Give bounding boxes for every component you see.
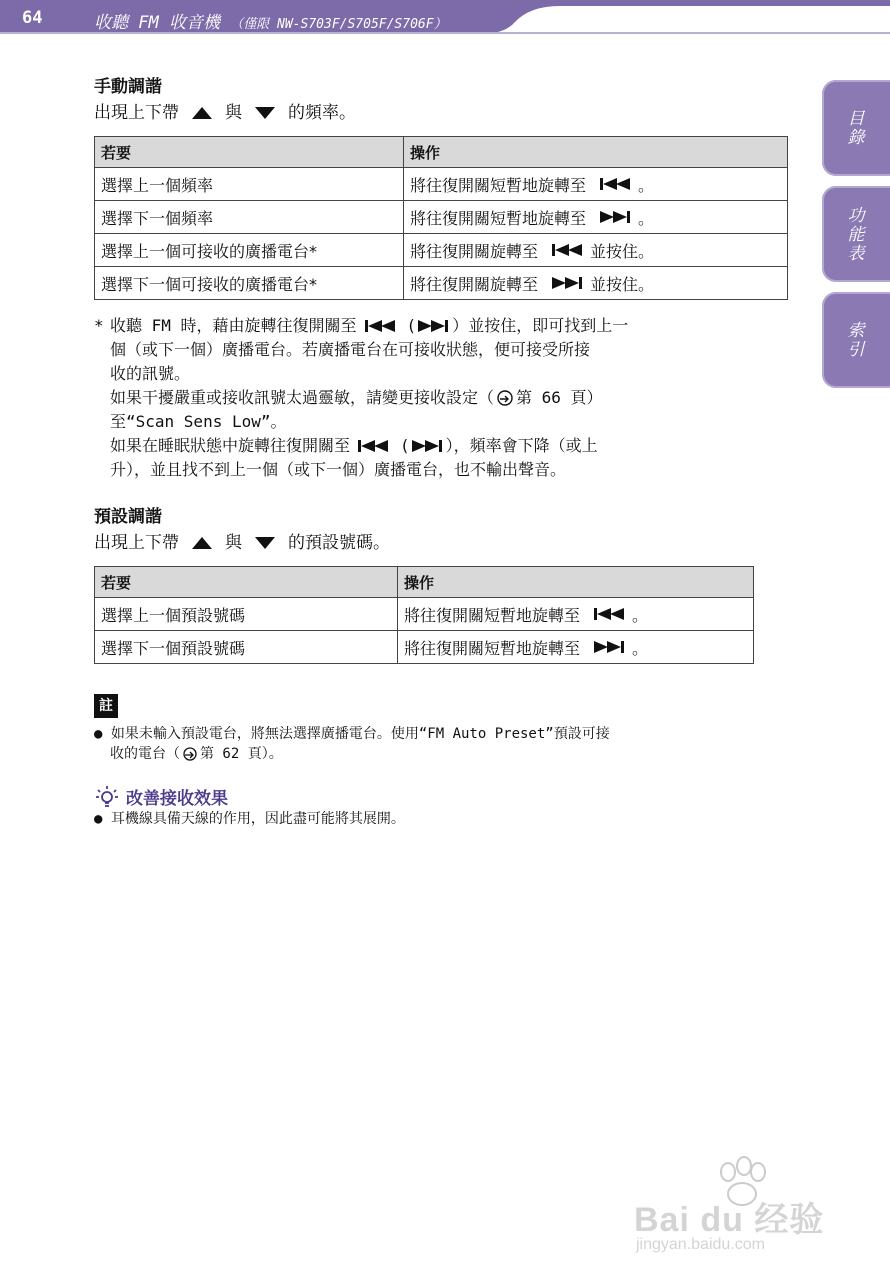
op-text: 將往復開關短暫地旋轉至 [404,605,581,625]
manual-intro-before: 出現上下帶 [94,103,179,123]
op-cell [404,201,788,234]
op-text: 將往復開關旋轉至 [410,241,539,261]
want-cell: 選擇上一個可接收的廣播電台* [95,234,404,267]
note-section [94,694,794,764]
footnote-line4-b: 第 66 頁） [516,388,603,407]
footnote-line7: 升），並且找不到上一個（或下一個）廣播電台，也不輸出聲音。 [110,460,567,479]
up-triangle-icon [191,536,213,550]
prev-icon [552,243,584,257]
manual-heading: 手動調諧 [94,77,162,97]
page-title-note: （僅限 NW-S703F/S705F/S706F） [230,17,447,32]
next-icon [600,210,632,224]
table-row [95,631,754,664]
note-line1: 如果未輸入預設電台，將無法選擇廣播電台。使用“FM Auto Preset”預設可接 [110,726,610,742]
op-cell [398,631,754,664]
op-end: 。 [632,605,649,625]
want-cell: 選擇上一個預設號碼 [95,598,398,631]
op-end: 。 [638,175,655,195]
hint-line: 耳機線具備天線的作用，因此盡可能將其展開。 [110,811,405,827]
tab-contents[interactable] [822,80,890,176]
page-reference-icon [494,390,516,406]
note-line2-a: 收的電台（ [110,746,180,762]
next-icon [416,319,452,333]
op-cell [404,234,788,267]
footnote-line5: 至“Scan Sens Low”。 [110,412,287,431]
table-row [95,598,754,631]
tab-index-label: 索引 [843,321,864,359]
tab-menu[interactable] [822,186,890,282]
paren-open: ( [400,436,410,455]
manual-intro [94,100,794,126]
manual-table [94,136,788,300]
preset-heading: 預設調諧 [94,507,162,527]
tab-menu-label: 功能表 [843,205,864,263]
table-row [95,234,788,267]
page-number: 64 [22,8,43,28]
op-text: 將往復開關短暫地旋轉至 [410,208,587,228]
preset-intro [94,530,794,556]
op-end: 並按住。 [590,241,655,261]
want-cell: 選擇下一個頻率 [95,201,404,234]
page-title [94,8,447,33]
op-text: 將往復開關旋轉至 [410,274,539,294]
table-row [95,168,788,201]
paren-open: ( [406,316,417,335]
preset-intro-before: 出現上下帶 [94,533,179,553]
note-badge: 註 [94,694,118,718]
hint-title-text: 改善接收效果 [126,789,228,809]
table-header-row [95,137,788,168]
hint-section [94,784,794,829]
lightbulb-icon [94,785,120,809]
down-triangle-icon [254,106,276,120]
op-cell [404,168,788,201]
prev-icon [358,439,398,453]
watermark [630,1150,860,1260]
footnote-line3: 收的訊號。 [110,364,191,383]
op-text: 將往復開關短暫地旋轉至 [404,638,581,658]
watermark-url: jingyan.baidu.com [636,1236,765,1253]
footnote-line1-b: ）並按住，即可找到上一 [452,316,629,335]
col-want: 若要 [95,567,398,598]
preset-table [94,566,754,664]
prev-icon [600,177,632,191]
tab-contents-label: 目錄 [843,109,864,147]
watermark-brand: Bai du 经验 [634,1201,825,1239]
table-row [95,267,788,300]
prev-icon [365,319,405,333]
want-cell: 選擇下一個可接收的廣播電台* [95,267,404,300]
op-cell [404,267,788,300]
want-cell: 選擇上一個頻率 [95,168,404,201]
down-triangle-icon [254,536,276,550]
prev-icon [594,607,626,621]
hint-text [94,809,794,829]
col-op: 操作 [404,137,788,168]
bullet-icon: ● [94,811,111,827]
op-end: 並按住。 [590,274,655,294]
col-op: 操作 [398,567,754,598]
op-text: 將往復開關短暫地旋轉至 [410,175,587,195]
main-content [94,74,794,829]
up-triangle-icon [191,106,213,120]
note-text [94,724,794,764]
footnote-line4-a: 如果干擾嚴重或接收訊號太過靈敏，請變更接收設定（ [110,388,495,407]
tab-index[interactable] [822,292,890,388]
want-cell: 選擇下一個預設號碼 [95,631,398,664]
bullet-icon: ● [94,726,111,742]
next-icon [410,439,446,453]
op-end: 。 [632,638,649,658]
op-end: 。 [638,208,655,228]
footnote-line6-b: ），頻率會下降（或上 [445,436,598,455]
table-row [95,201,788,234]
footnote-line1-a: 收聽 FM 時，藉由旋轉往復開關至 [110,316,357,335]
col-want: 若要 [95,137,404,168]
footnote [94,314,794,482]
table-header-row [95,567,754,598]
footnote-line2: 個（或下一個）廣播電台。若廣播電台在可接收狀態，便可接受所接 [110,340,591,359]
preset-intro-after: 的預設號碼。 [288,533,390,553]
manual-intro-after: 的頻率。 [288,103,356,123]
next-icon [552,276,584,290]
page-reference-icon [180,747,200,761]
footnote-line6-a: 如果在睡眠狀態中旋轉往復開關至 [110,436,351,455]
note-line2-b: 第 62 頁）。 [200,746,283,762]
page-title-main: 收聽 FM 收音機 [94,13,220,33]
op-cell [398,598,754,631]
preset-intro-mid: 與 [225,533,242,553]
manual-intro-mid: 與 [225,103,242,123]
footnote-star: * [94,316,104,335]
next-icon [594,640,626,654]
hint-title [94,784,794,809]
